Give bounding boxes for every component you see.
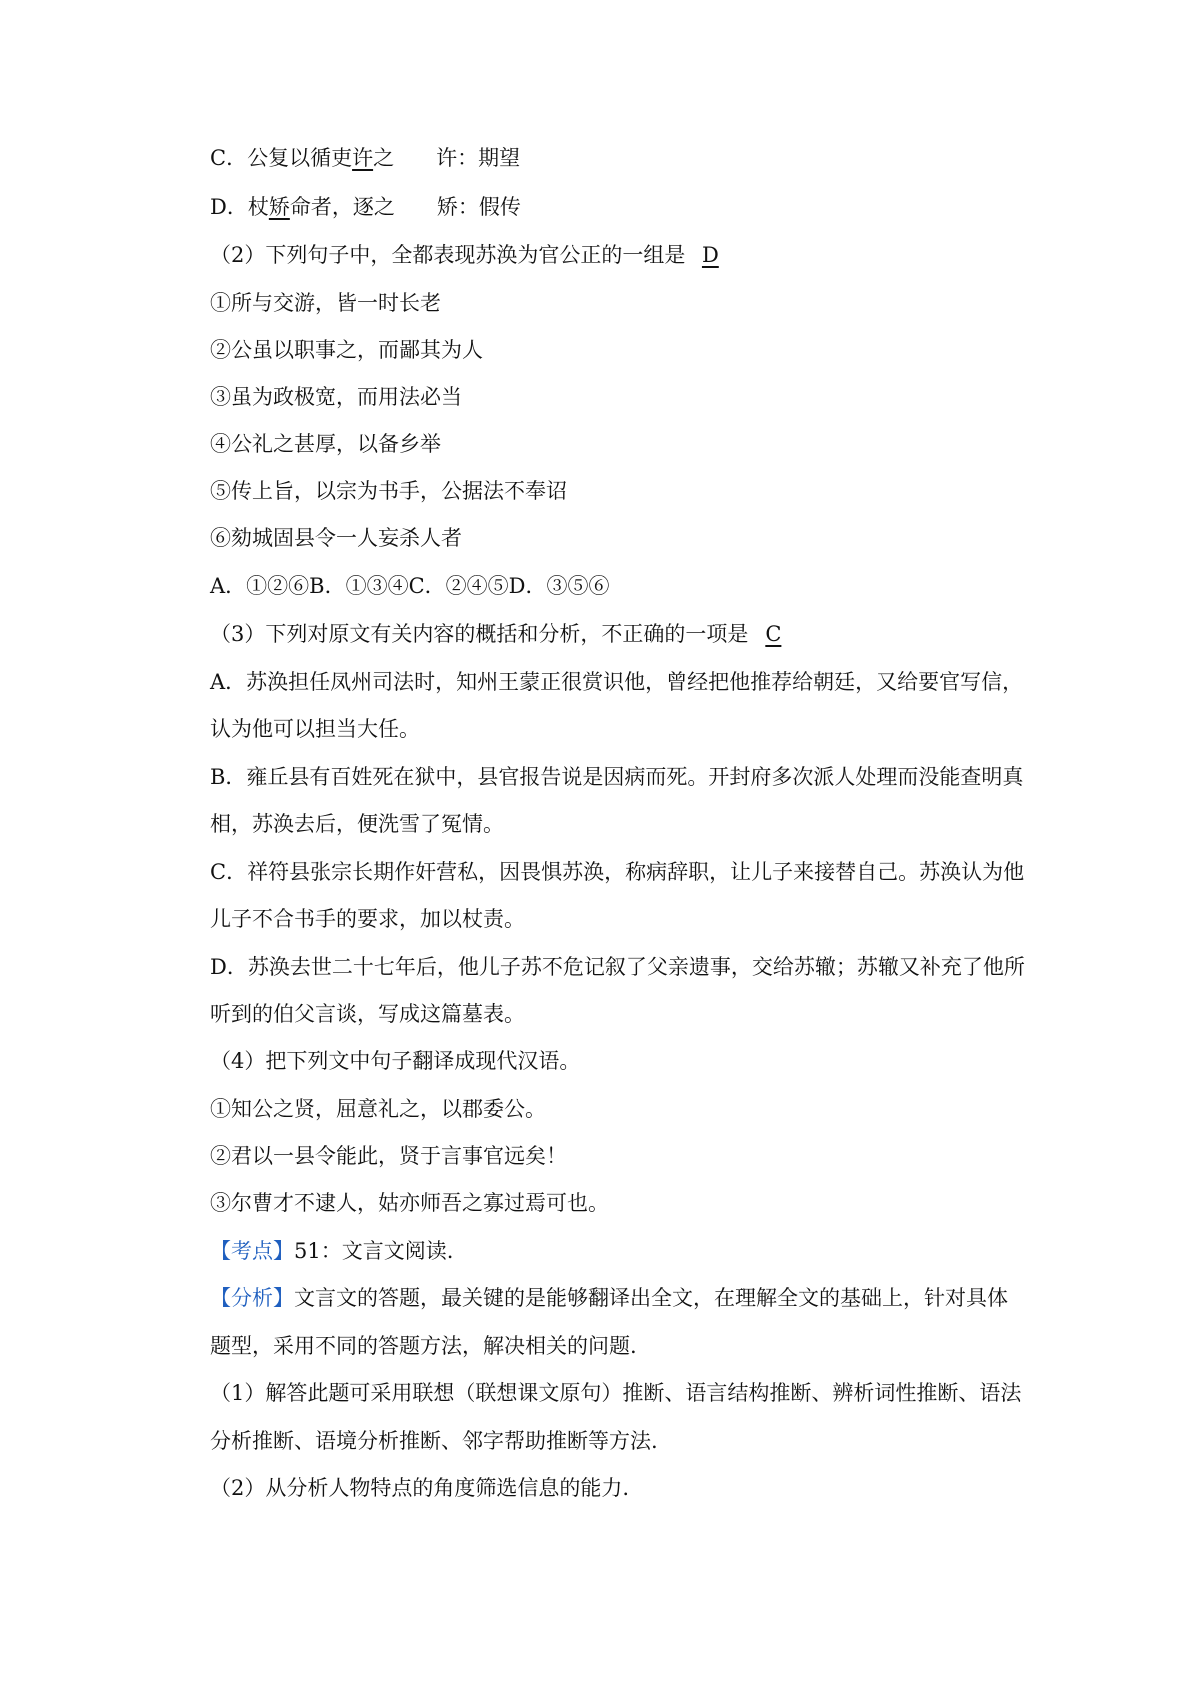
option-d-prefix: D．杖 [210,195,269,219]
q2-item-6: ⑥劾城固县令一人妄杀人者 [210,526,462,550]
option-d-suffix: 命者，逐之 矫：假传 [289,195,521,219]
q3-stem-text: （3）下列对原文有关内容的概括和分析，不正确的一项是 [210,622,749,646]
q3-line: D．苏涣去世二十七年后，他儿子苏不危记叙了父亲遗事，交给苏辙；苏辙又补充了他所 [210,955,1025,979]
kaodian-tag: 【考点】 [210,1239,294,1263]
q3-stem [210,619,1040,649]
q3-answer: C [765,622,782,646]
q2-answer: D [701,243,719,267]
q3-line: 听到的伯父言谈，写成这篇墓表。 [210,1002,525,1026]
option-d-underlined-char: 矫 [268,195,290,219]
q3-line: B．雍丘县有百姓死在狱中，县官报告说是因病而死。开封府多次派人处理而没能查明真 [210,765,1024,789]
q3-line: 相，苏涣去后，便洗雪了冤情。 [210,812,504,836]
fenxi-line-2: 题型，采用不同的答题方法，解决相关的问题. [210,1334,637,1358]
q4-item-1: ①知公之贤，屈意礼之，以郡委公。 [210,1097,546,1121]
fenxi-text: 文言文的答题，最关键的是能够翻译出全文，在理解全文的基础上，针对具体 [294,1286,1008,1310]
option-c-underlined-char: 许 [352,146,374,170]
q2-item-2: ②公虽以职事之，而鄙其为人 [210,338,483,362]
fenxi-tag: 【分析】 [210,1286,294,1310]
option-c-line [210,143,1040,173]
kaodian-text: 51：文言文阅读. [294,1239,454,1263]
fenxi-p1-line-1: （1）解答此题可采用联想（联想课文原句）推断、语言结构推断、辨析词性推断、语法 [210,1381,1022,1405]
q4-item-3: ③尔曹才不逮人，姑亦师吾之寡过焉可也。 [210,1191,609,1215]
q2-item-1: ①所与交游，皆一时长老 [210,291,441,315]
option-d-line [210,192,1040,222]
kaodian-line [210,1236,1040,1266]
q2-item-5: ⑤传上旨，以宗为书手，公据法不奉诏 [210,479,567,503]
option-c-prefix: C．公复以循吏 [210,146,353,170]
q2-stem [210,240,1040,270]
q3-line: 认为他可以担当大任。 [210,717,420,741]
q2-choices: A．①②⑥B．①③④C．②④⑤D．③⑤⑥ [210,574,610,598]
q3-line: 儿子不合书手的要求，加以杖责。 [210,907,525,931]
q3-line: A．苏涣担任凤州司法时，知州王蒙正很赏识他，曾经把他推荐给朝廷，又给要官写信， [210,670,1024,694]
q2-item-4: ④公礼之甚厚，以备乡举 [210,432,441,456]
q2-item-3: ③虽为政极宽，而用法必当 [210,385,462,409]
q4-stem: （4）把下列文中句子翻译成现代汉语。 [210,1049,581,1073]
q3-line: C．祥符县张宗长期作奸营私，因畏惧苏涣，称病辞职，让儿子来接替自己。苏涣认为他 [210,860,1025,884]
fenxi-p1-line-2: 分析推断、语境分析推断、邻字帮助推断等方法. [210,1429,658,1453]
q2-stem-text: （2）下列句子中，全都表现苏涣为官公正的一组是 [210,243,686,267]
option-c-suffix: 之 许：期望 [373,146,521,170]
fenxi-p2: （2）从分析人物特点的角度筛选信息的能力. [210,1476,630,1500]
fenxi-line-1 [210,1283,1040,1313]
q4-item-2: ②君以一县令能此，贤于言事官远矣！ [210,1144,567,1168]
